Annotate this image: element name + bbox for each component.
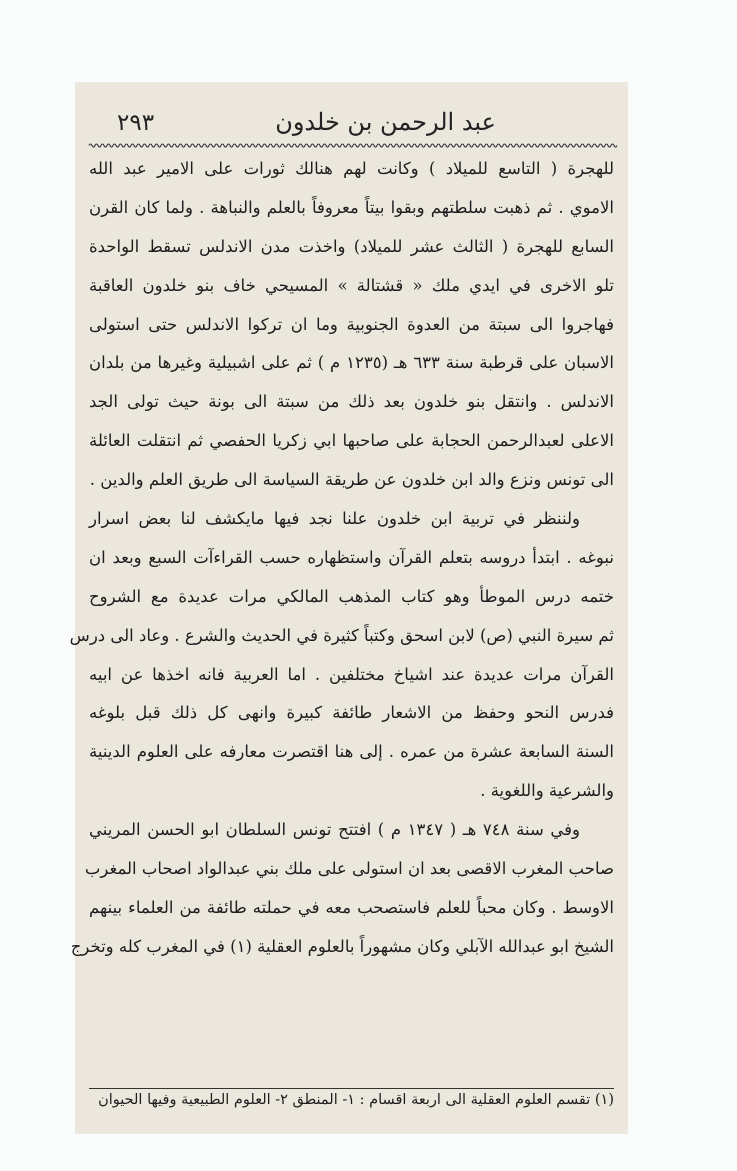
text-line: الى تونس ونزع والد ابن خلدون عن طريقة السياسة الى طريق العلم والدين . [89, 470, 614, 490]
page-header [87, 104, 616, 144]
text-line: ختمه درس الموطأ وهو كتاب المذهب المالكي مرات عديدة مع الشروح [89, 586, 614, 606]
text-line: والشرعية واللغوية . [480, 781, 614, 801]
text-line: وفي سنة ٧٤٨ هـ ( ١٣٤٧ م ) افتتح تونس السلطان ابو الحسن المريني [89, 820, 580, 840]
text-line: الاوسط . وكان محباً للعلم فاستصحب معه في حملته طائفة من العلماء بينهم [89, 897, 614, 917]
text-line: للهجرة ( التاسع للميلاد ) وكانت لهم هنالك ثورات على الامير عبد الله [89, 159, 614, 178]
footnote-separator [89, 1088, 614, 1089]
text-line: صاحب المغرب الاقصى بعد ان استولى على ملك بني عبدالواد اصحاب المغرب [84, 859, 614, 879]
text-line: ولننظر في تربية ابن خلدون علنا نجد فيها مايكشف لنا بعض اسرار [89, 509, 580, 529]
text-line: فدرس النحو وحفظ من الاشعار طائفة كبيرة وانهى كل ذلك قبل بلوغه [89, 703, 614, 723]
footnote: (١) تقسم العلوم العقلية الى اربعة اقسام : ١- المنطق ٢- العلوم الطبيعية وفيها الحيوان [98, 1092, 614, 1108]
text-line: الاسبان على قرطبة سنة ٦٣٣ هـ (١٢٣٥ م ) ثم على اشبيلية وغيرها من بلدان [89, 353, 614, 373]
text-line: السابع للهجرة ( الثالث عشر للميلاد) واخذت مدن الاندلس تسقط الواحدة [89, 236, 614, 256]
text-line: الاعلى لعبدالرحمن الحجابة على صاحبها ابي زكريا الحفصي ثم انتقلت العائلة [89, 431, 614, 451]
text-line: فهاجروا الى سبتة من العدوة الجنوبية وما ان تركوا الاندلس حتى استولى [89, 314, 614, 334]
text-line: الاموي . ثم ذهبت سلطتهم وبقوا بيتاً معروفاً بالعلم والنباهة . ولما كان القرن [89, 197, 614, 217]
body-text [69, 150, 614, 967]
header-wavy-rule [89, 142, 614, 149]
page-number: ٢٩٣ [117, 110, 155, 136]
text-line: القرآن مرات عديدة عند اشياخ مختلفين . اما العربية فانه اخذها عن ابيه [89, 664, 614, 684]
text-line: ثم سيرة النبي (ص) لابن اسحق وكتباً كثيرة في الحديث والشرع . وعاد الى درس [69, 625, 614, 645]
text-line: الشيخ ابو عبدالله الآبلي وكان مشهوراً بالعلوم العقلية (١) في المغرب كله وتخرج [70, 936, 614, 956]
running-title: عبد الرحمن بن خلدون [275, 108, 496, 136]
text-line: الاندلس . وانتقل بنو خلدون بعد ذلك من سبتة الى بونة حيث تولى الجد [89, 392, 614, 412]
text-line: نبوغه . ابتدأ دروسه بتعلم القرآن واستظهاره حسب القراءآت السبع وبعد ان [89, 547, 614, 567]
text-line: تلو الاخرى في ايدي ملك « قشتالة » المسيحي خاف بنو خلدون العاقبة [89, 275, 614, 295]
text-line: السنة السابعة عشرة من عمره . إلى هنا اقتصرت معارفه على العلوم الدينية [89, 742, 614, 762]
book-page [69, 82, 628, 1134]
